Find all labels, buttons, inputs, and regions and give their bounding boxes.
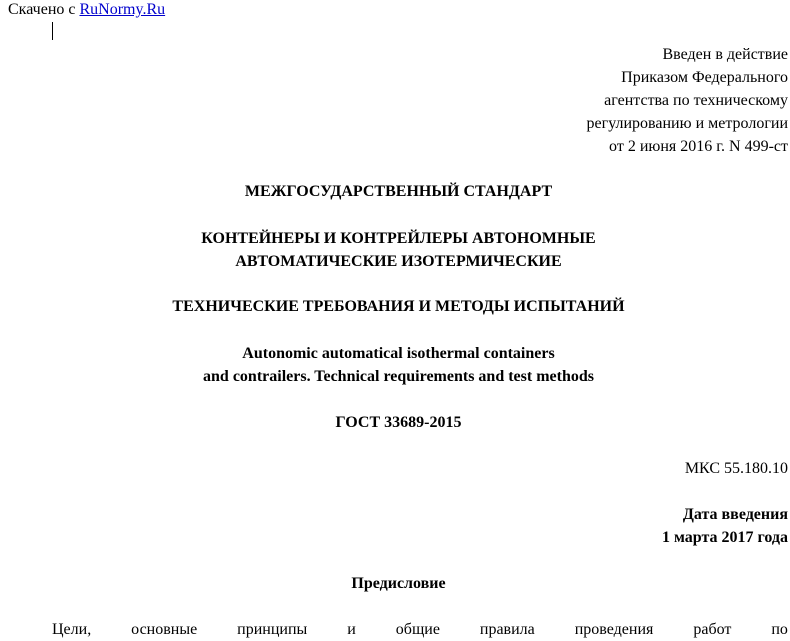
document-subtitle-ru bbox=[0, 295, 790, 318]
enactment-line: от 2 июня 2016 г. N 499-ст bbox=[609, 138, 788, 155]
subtitle-ru-text: ТЕХНИЧЕСКИЕ ТРЕБОВАНИЯ И МЕТОДЫ ИСПЫТАНИЙ bbox=[172, 298, 625, 315]
standard-type-text: МЕЖГОСУДАРСТВЕННЫЙ СТАНДАРТ bbox=[244, 183, 553, 200]
title-en-line: Autonomic automatical isothermal containers bbox=[242, 345, 555, 362]
source-prefix: Скачено с bbox=[8, 1, 76, 18]
paragraph-word: и bbox=[347, 621, 356, 638]
mks-code: МКС 55.180.10 bbox=[684, 460, 788, 477]
paragraph-word: Цели, bbox=[52, 621, 92, 638]
paragraph-word: принципы bbox=[237, 621, 308, 638]
gost-number-text: ГОСТ 33689-2015 bbox=[335, 414, 462, 431]
foreword-heading bbox=[0, 572, 790, 595]
enactment-line: агентства по техническому bbox=[604, 92, 788, 109]
gost-number bbox=[0, 411, 790, 434]
standard-type-heading bbox=[0, 180, 790, 203]
paragraph-word: правила bbox=[479, 621, 535, 638]
title-en-line: and contrailers. Technical requirements and test methods bbox=[203, 368, 594, 385]
title-ru-line: КОНТЕЙНЕРЫ И КОНТРЕЙЛЕРЫ АВТОНОМНЫЕ bbox=[201, 230, 596, 247]
enactment-line: Введен в действие bbox=[662, 46, 788, 63]
foreword-paragraph bbox=[52, 618, 788, 641]
paragraph-word: работ bbox=[693, 621, 732, 638]
text-cursor bbox=[52, 22, 53, 40]
paragraph-word: основные bbox=[131, 621, 198, 638]
intro-date-block bbox=[662, 503, 788, 549]
document-title-ru bbox=[0, 227, 790, 273]
paragraph-word: по bbox=[771, 621, 788, 638]
intro-date-value: 1 марта 2017 года bbox=[661, 529, 788, 546]
document-title-en bbox=[0, 342, 790, 388]
paragraph-word: общие bbox=[395, 621, 440, 638]
intro-date-label: Дата введения bbox=[682, 506, 788, 523]
enactment-line: Приказом Федерального bbox=[621, 69, 788, 86]
runormy-link[interactable]: RuNormy.Ru bbox=[79, 1, 166, 18]
enactment-line: регулированию и метрологии bbox=[586, 115, 788, 132]
source-line bbox=[8, 0, 165, 19]
paragraph-word: проведения bbox=[574, 621, 654, 638]
foreword-heading-text: Предисловие bbox=[351, 575, 446, 592]
enactment-block bbox=[587, 43, 788, 158]
title-ru-line: АВТОМАТИЧЕСКИЕ ИЗОТЕРМИЧЕСКИЕ bbox=[235, 253, 562, 270]
